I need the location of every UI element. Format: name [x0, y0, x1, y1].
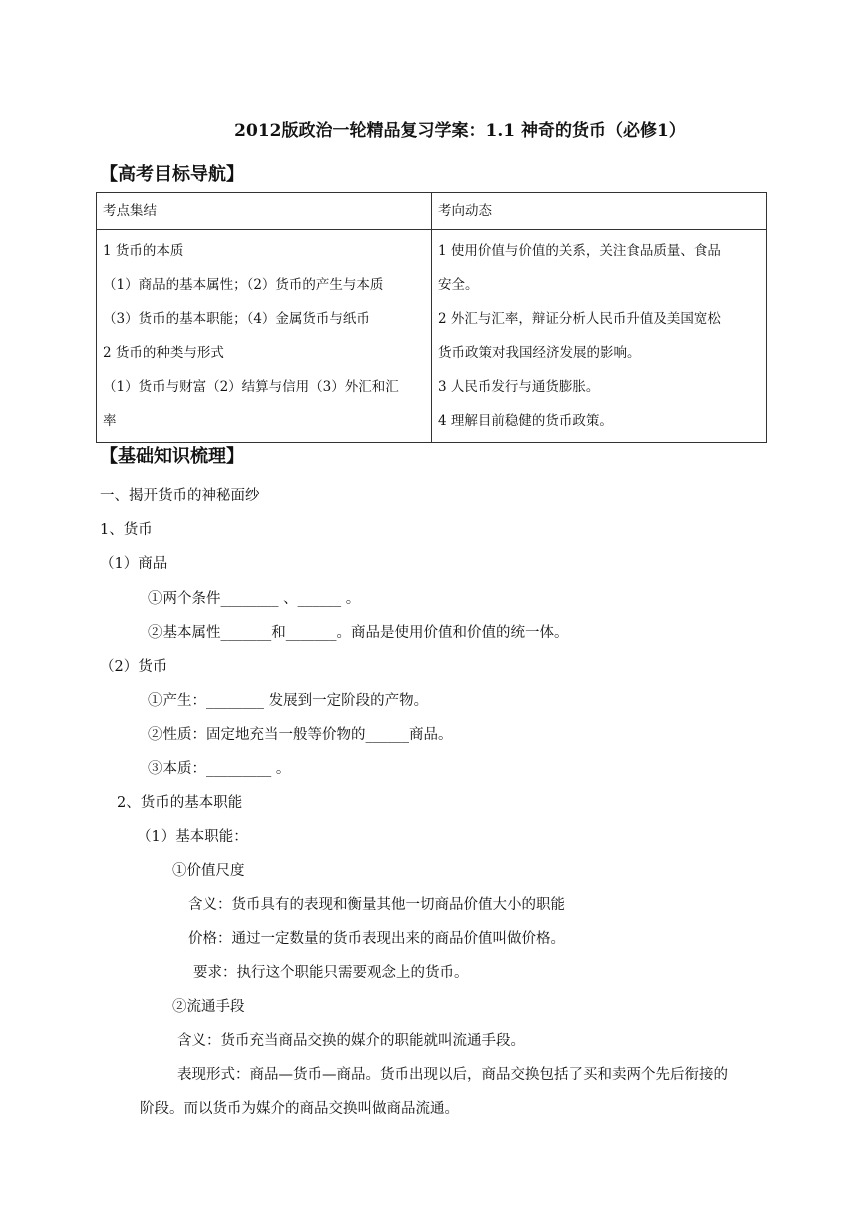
- cell-line: 1 货币的本质: [103, 243, 184, 259]
- body-line: 含义：货币具有的表现和衡量其他一切商品价值大小的职能: [188, 897, 565, 913]
- body-line: ①两个条件________ 、______ 。: [148, 591, 361, 607]
- section-heading-basics: 【基础知识梳理】: [100, 446, 244, 467]
- table-header-row: [97, 193, 767, 230]
- cell-line: 4 理解目前稳健的货币政策。: [438, 413, 613, 429]
- cell-line: 货币政策对我国经济发展的影响。: [438, 345, 641, 361]
- body-line: ②性质：固定地充当一般等价物的______商品。: [148, 727, 453, 743]
- body-line: 1、货币: [100, 522, 153, 538]
- body-line: 要求：执行这个职能只需要观念上的货币。: [193, 965, 469, 981]
- body-line: （1）基本职能：: [137, 829, 248, 845]
- cell-line: 安全。: [438, 277, 479, 293]
- table-cell-topics: [97, 230, 432, 443]
- body-line: ③本质：_________ 。: [148, 761, 291, 777]
- body-line: 阶段。而以货币为媒介的商品交换叫做商品流通。: [140, 1101, 459, 1117]
- body-line: （2）货币: [100, 659, 168, 675]
- cell-line: 2 货币的种类与形式: [103, 345, 224, 361]
- table-header-cell: 考向动态: [432, 193, 767, 230]
- body-line: 2、货币的基本职能: [117, 795, 243, 811]
- page-title: 2012版政治一轮精品复习学案：1.1 神奇的货币（必修1）: [234, 121, 686, 141]
- body-line: 表现形式：商品—货币—商品。货币出现以后，商品交换包括了买和卖两个先后衔接的: [177, 1067, 728, 1083]
- body-line: ①产生：________ 发展到一定阶段的产物。: [148, 693, 429, 709]
- cell-line: 2 外汇与汇率，辩证分析人民币升值及美国宽松: [438, 311, 721, 327]
- cell-line: （1）货币与财富（2）结算与信用（3）外汇和汇: [103, 379, 399, 395]
- table-row: [97, 230, 767, 443]
- body-line: ②基本属性_______和_______。商品是使用价值和价值的统一体。: [148, 625, 569, 641]
- cell-line: 1 使用价值与价值的关系，关注食品质量、食品: [438, 243, 721, 259]
- body-line: 含义：货币充当商品交换的媒介的职能就叫流通手段。: [177, 1033, 525, 1049]
- section-heading-goals: 【高考目标导航】: [100, 164, 244, 185]
- body-line: 价格：通过一定数量的货币表现出来的商品价值叫做价格。: [188, 931, 565, 947]
- cell-line: （3）货币的基本职能；（4）金属货币与纸币: [103, 311, 370, 327]
- body-line: ①价值尺度: [172, 863, 245, 879]
- body-line: ②流通手段: [172, 999, 245, 1015]
- goals-table: [96, 192, 767, 443]
- body-line: 一、揭开货币的神秘面纱: [100, 488, 260, 504]
- body-line: （1）商品: [100, 556, 168, 572]
- cell-line: 率: [103, 413, 117, 429]
- cell-line: 3 人民币发行与通货膨胀。: [438, 379, 600, 395]
- cell-line: （1）商品的基本属性；（2）货币的产生与本质: [103, 277, 384, 293]
- table-cell-trends: [432, 230, 767, 443]
- table-header-cell: 考点集结: [97, 193, 432, 230]
